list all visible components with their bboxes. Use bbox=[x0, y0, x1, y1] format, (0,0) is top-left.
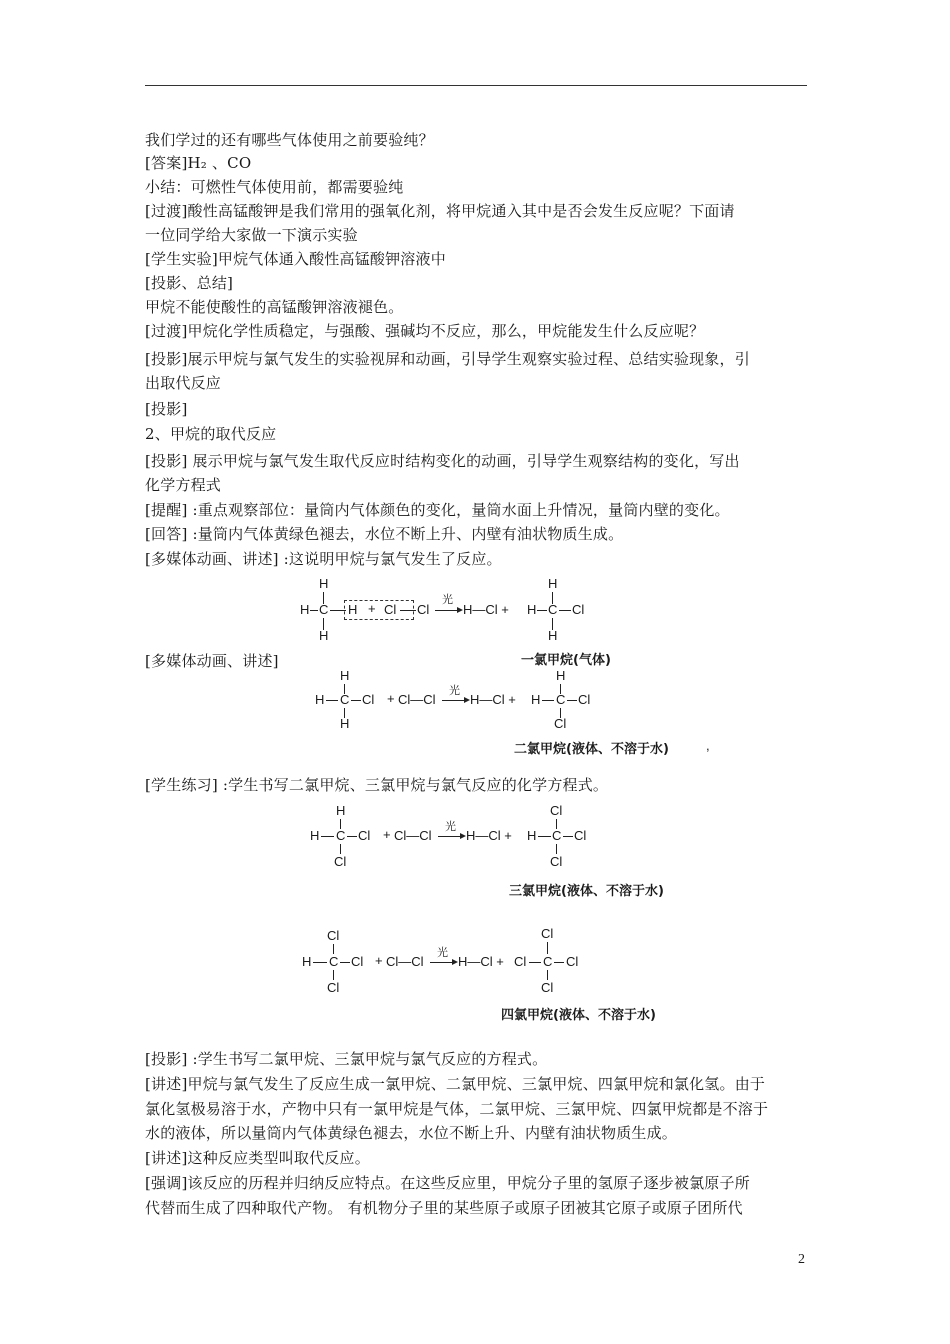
formula-atom: H bbox=[319, 628, 329, 643]
formula-atom: 光 bbox=[445, 820, 456, 833]
formula-atom: Cl bbox=[550, 854, 563, 869]
formula-atom: + bbox=[375, 953, 383, 968]
formula-atom: H—Cl + bbox=[458, 954, 504, 969]
formula-atom: Cl bbox=[554, 716, 567, 731]
formula-atom: Cl bbox=[358, 828, 371, 843]
formula-atom: H bbox=[548, 628, 558, 643]
formula-atom: H bbox=[300, 602, 310, 617]
text-line: 甲烷不能使酸性的高锰酸钾溶液褪色。 bbox=[145, 298, 404, 316]
formula-atom: H bbox=[556, 668, 566, 683]
formula-atom: H bbox=[340, 668, 350, 683]
formula-atom: Cl bbox=[541, 980, 554, 995]
product-name: 三氯甲烷(液体、不溶于水) bbox=[509, 884, 664, 899]
formula-atom: H bbox=[310, 828, 320, 843]
formula-atom: H—Cl + bbox=[463, 602, 509, 617]
formula-atom: H bbox=[531, 692, 541, 707]
formula-atom: C bbox=[548, 602, 558, 617]
formula-atom: 光 bbox=[449, 684, 460, 697]
formula-atom: Cl bbox=[572, 602, 585, 617]
formula-atom: H bbox=[348, 602, 358, 617]
formula-atom: Cl—Cl bbox=[386, 954, 424, 969]
formula-atom: H bbox=[319, 576, 329, 591]
formula-atom: Cl bbox=[574, 828, 587, 843]
formula-atom: C bbox=[556, 692, 566, 707]
formula-atom: H bbox=[340, 716, 350, 731]
text-line: [回答] :量筒内气体黄绿色褪去，水位不断上升、内壁有油状物质生成。 bbox=[145, 525, 624, 543]
text-line: [投影、总结] bbox=[145, 274, 234, 292]
text-line: [讲述]这种反应类型叫取代反应。 bbox=[145, 1149, 370, 1167]
formula-atom: Cl bbox=[578, 692, 591, 707]
text-line: [提醒] :重点观察部位：量筒内气体颜色的变化，量筒水面上升情况，量筒内壁的变化。 bbox=[145, 501, 730, 519]
formula-atom: Cl bbox=[351, 954, 364, 969]
header-rule bbox=[145, 85, 807, 86]
text-line: [学生实验]甲烷气体通入酸性高锰酸钾溶液中 bbox=[145, 250, 446, 268]
formula-atom: Cl bbox=[334, 854, 347, 869]
text-line: [答案]H₂ 、CO bbox=[145, 154, 252, 172]
formula-atom: H—Cl + bbox=[470, 692, 516, 707]
product-name: 一氯甲烷(气体) bbox=[521, 653, 611, 668]
text-line: 氯化氢极易溶于水，产物中只有一氯甲烷是气体，二氯甲烷、三氯甲烷、四氯甲烷都是不溶于 bbox=[145, 1100, 769, 1118]
formula-atom: Cl bbox=[362, 692, 375, 707]
formula-atom: Cl bbox=[541, 926, 554, 941]
formula-atom: , bbox=[706, 738, 710, 753]
formula-atom: Cl bbox=[417, 602, 430, 617]
text-line: [投影] :学生书写二氯甲烷、三氯甲烷与氯气反应的方程式。 bbox=[145, 1050, 548, 1068]
formula-atom: H bbox=[548, 576, 558, 591]
formula-atom: H bbox=[315, 692, 325, 707]
page-number: 2 bbox=[798, 1252, 805, 1267]
text-line: 我们学过的还有哪些气体使用之前要验纯？ bbox=[145, 131, 434, 149]
formula-atom: Cl bbox=[514, 954, 527, 969]
formula-atom: H bbox=[527, 602, 537, 617]
text-line: 水的液体，所以量筒内气体黄绿色褪去，水位不断上升、内壁有油状物质生成。 bbox=[145, 1124, 678, 1142]
formula-atom: C bbox=[319, 602, 329, 617]
formula-atom: Cl bbox=[327, 928, 340, 943]
formula-atom: Cl bbox=[550, 803, 563, 818]
formula-atom: Cl bbox=[384, 602, 397, 617]
text-line: 小结：可燃性气体使用前，都需要验纯 bbox=[145, 178, 404, 196]
text-line: [过渡]甲烷化学性质稳定，与强酸、强碱均不反应，那么，甲烷能发生什么反应呢？ bbox=[145, 322, 705, 340]
formula-atom: C bbox=[336, 828, 346, 843]
formula-atom: C bbox=[543, 954, 553, 969]
formula-atom: Cl bbox=[566, 954, 579, 969]
formula-atom: H—Cl + bbox=[466, 828, 512, 843]
text-line: 化学方程式 bbox=[145, 476, 222, 494]
formula-atom: + bbox=[387, 691, 395, 706]
text-line: [强调]该反应的历程并归纳反应特点。在这些反应里，甲烷分子里的氢原子逐步被氯原子所 bbox=[145, 1174, 750, 1192]
formula-atom: H bbox=[527, 828, 537, 843]
formula-atom: H bbox=[302, 954, 312, 969]
text-line: 一位同学给大家做一下演示实验 bbox=[145, 226, 358, 244]
formula-atom: Cl—Cl bbox=[398, 692, 436, 707]
formula-atom: C bbox=[340, 692, 350, 707]
formula-atom: 光 bbox=[437, 946, 448, 959]
formula-atom: Cl—Cl bbox=[394, 828, 432, 843]
text-line: 代替而生成了四种取代产物。 有机物分子里的某些原子或原子团被其它原子或原子团所代 bbox=[145, 1199, 743, 1217]
formula-atom: C bbox=[552, 828, 562, 843]
text-line: [投影]展示甲烷与氯气发生的实验视屏和动画，引导学生观察实验过程、总结实验现象，引 bbox=[145, 350, 750, 368]
text-line: 2、甲烷的取代反应 bbox=[145, 425, 277, 443]
formula-atom: + bbox=[368, 601, 376, 616]
text-line: 出取代反应 bbox=[145, 374, 222, 392]
formula-atom: H bbox=[336, 803, 346, 818]
formula-atom: + bbox=[383, 827, 391, 842]
formula-atom: 光 bbox=[442, 593, 453, 606]
product-name: 四氯甲烷(液体、不溶于水) bbox=[501, 1008, 656, 1023]
text-line: [投影] bbox=[145, 400, 188, 418]
text-line: [过渡]酸性高锰酸钾是我们常用的强氧化剂，将甲烷通入其中是否会发生反应呢？下面请 bbox=[145, 202, 735, 220]
text-line: [投影] 展示甲烷与氯气发生取代反应时结构变化的动画，引导学生观察结构的变化，写出 bbox=[145, 452, 740, 470]
formula-atom: Cl bbox=[327, 980, 340, 995]
text-line: [学生练习] :学生书写二氯甲烷、三氯甲烷与氯气反应的化学方程式。 bbox=[145, 776, 609, 794]
text-line: [多媒体动画、讲述] bbox=[145, 652, 279, 670]
text-line: [多媒体动画、讲述] :这说明甲烷与氯气发生了反应。 bbox=[145, 550, 502, 568]
text-line: [讲述]甲烷与氯气发生了反应生成一氯甲烷、二氯甲烷、三氯甲烷、四氯甲烷和氯化氢。由于 bbox=[145, 1075, 766, 1093]
product-name: 二氯甲烷(液体、不溶于水) bbox=[514, 742, 669, 757]
formula-atom: C bbox=[329, 954, 339, 969]
